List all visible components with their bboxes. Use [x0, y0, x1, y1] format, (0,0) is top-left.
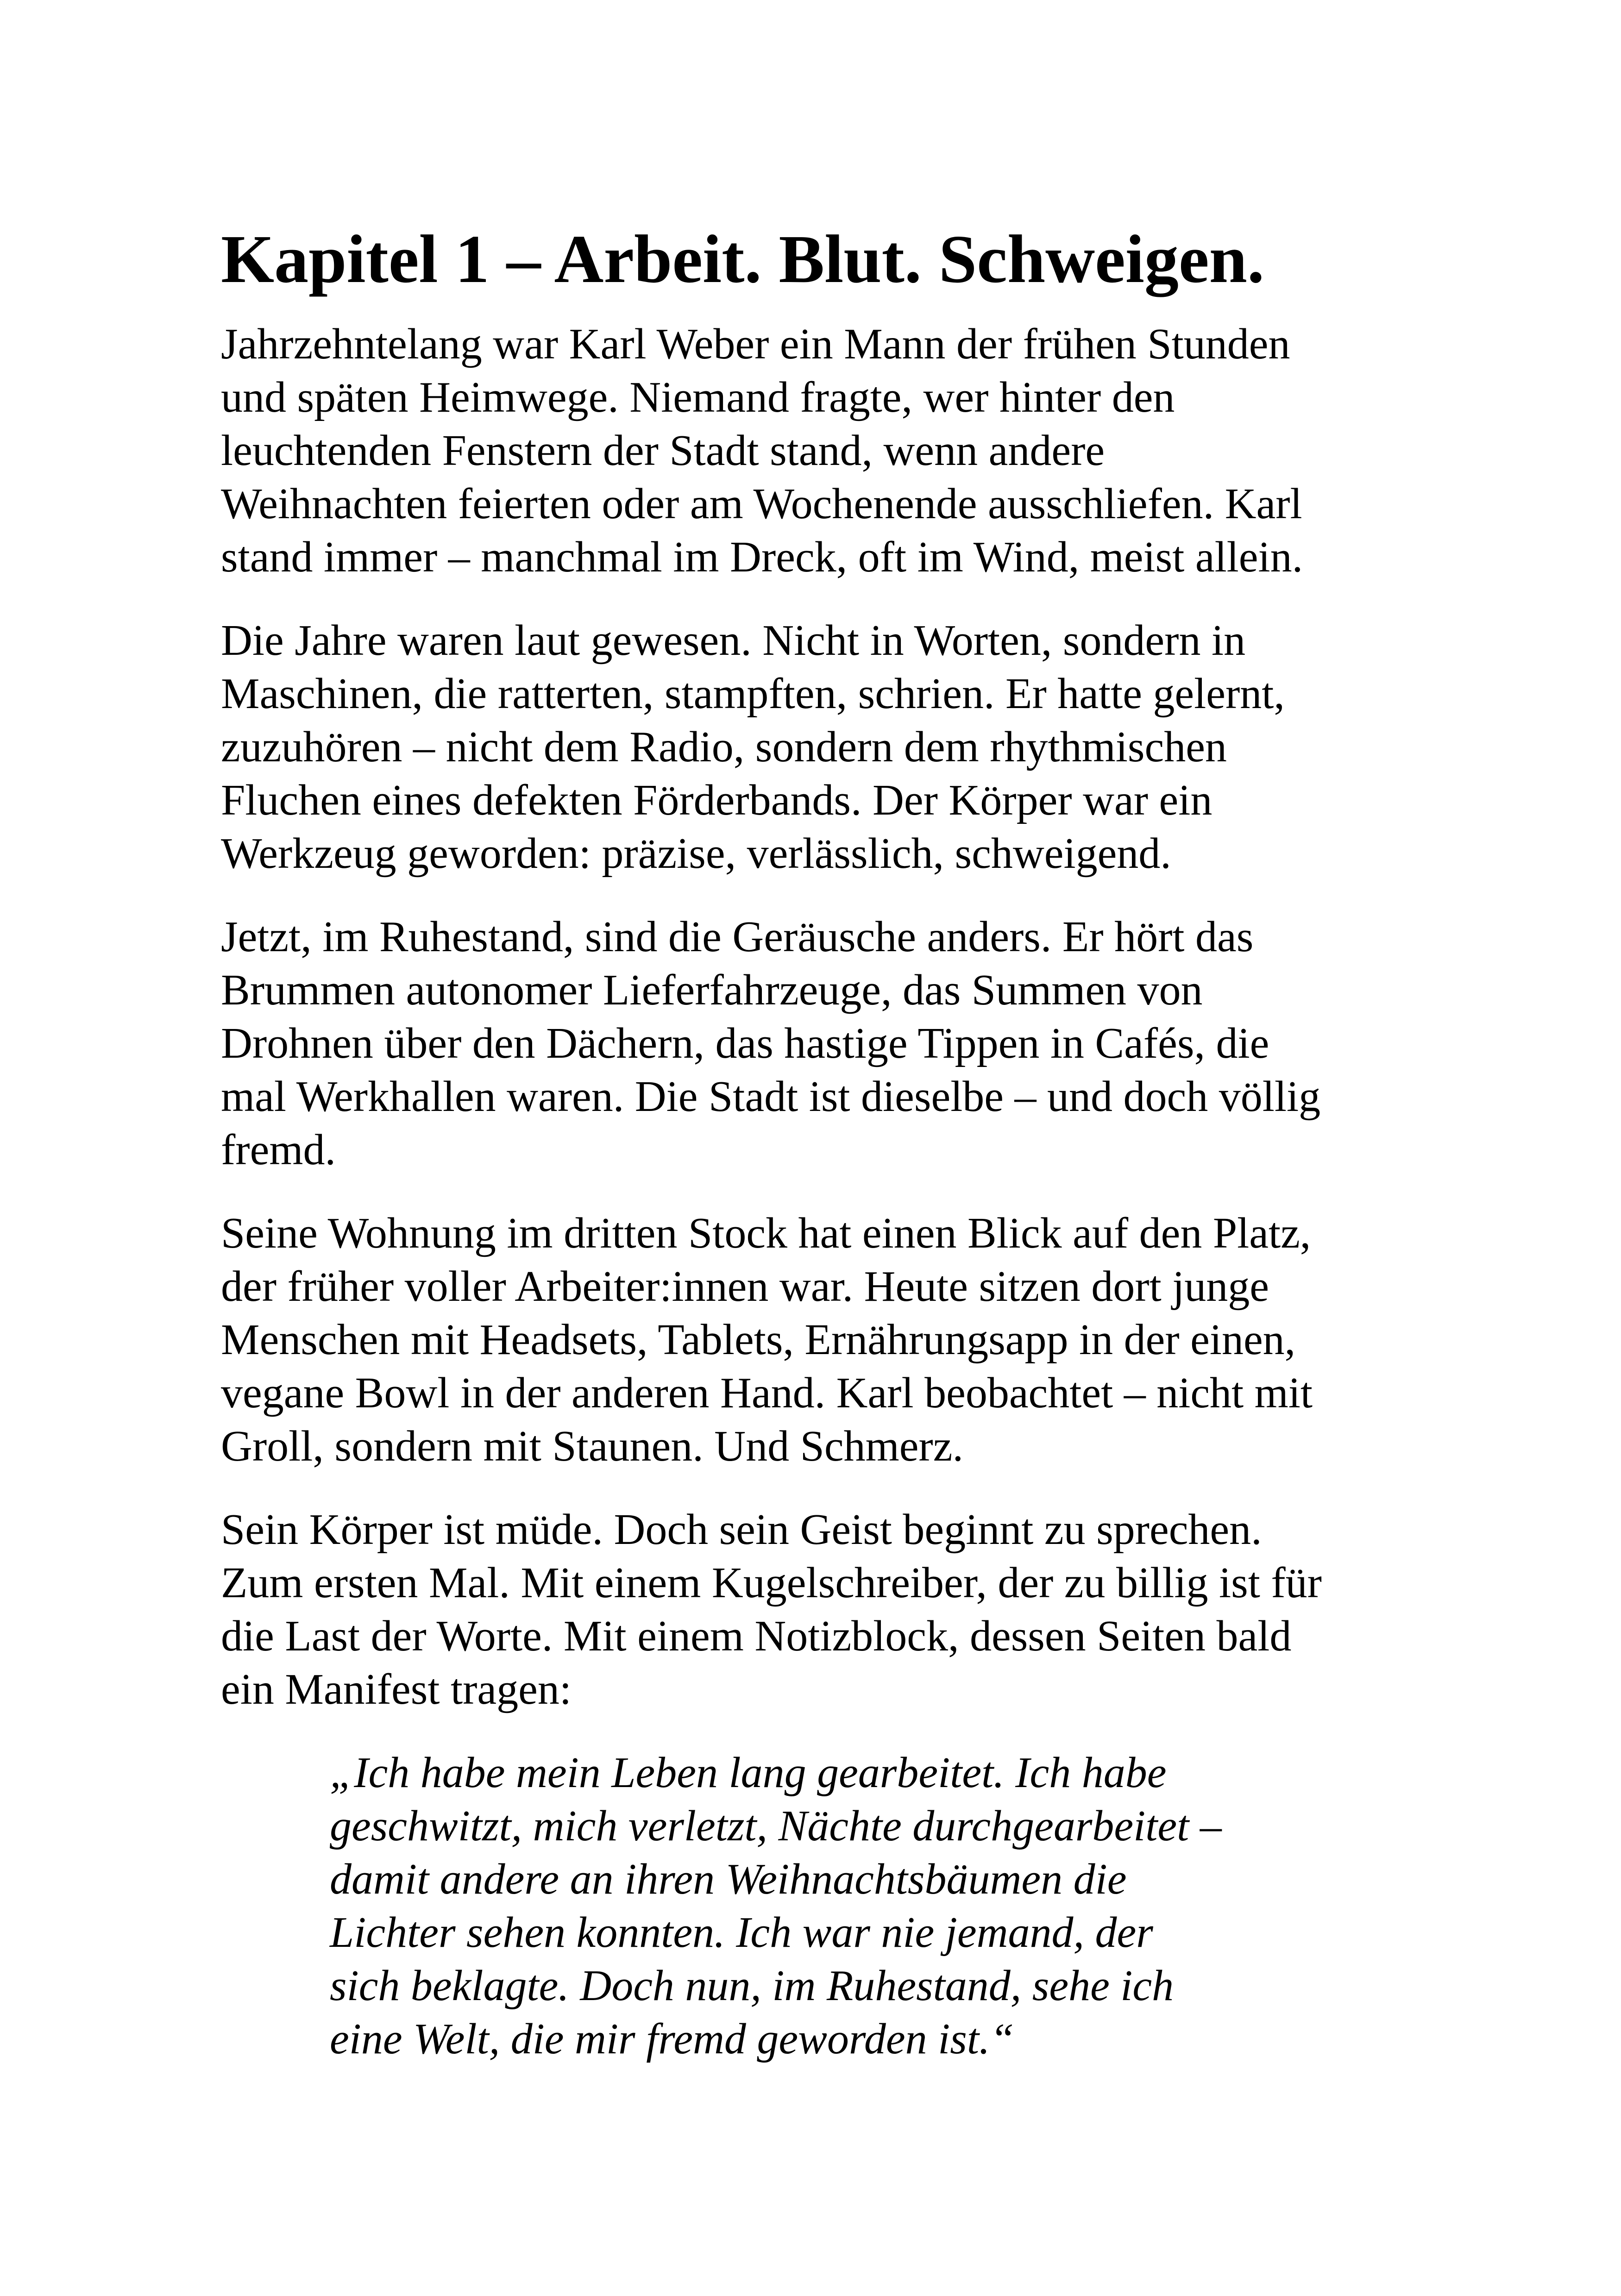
- paragraph-line: leuchtenden Fenstern der Stadt stand, wenn andere: [221, 427, 1105, 475]
- paragraph-line: Maschinen, die ratterten, stampften, schrien. Er hatte gelernt,: [221, 670, 1285, 718]
- paragraph-line: Jahrzehntelang war Karl Weber ein Mann der frühen Stunden: [221, 320, 1290, 368]
- quote-line: geschwitzt, mich verletzt, Nächte durchgearbeitet –: [330, 1802, 1222, 1850]
- quote-line: damit andere an ihren Weihnachtsbäumen die: [330, 1855, 1127, 1903]
- paragraph-5: [221, 1503, 1434, 1716]
- quote-line: Lichter sehen konnten. Ich war nie jemand, der: [330, 1908, 1153, 1957]
- quote-line: „Ich habe mein Leben lang gearbeitet. Ich habe: [330, 1749, 1167, 1797]
- quote-line: eine Welt, die mir fremd geworden ist.“: [330, 2015, 1014, 2063]
- paragraph-line: Groll, sondern mit Staunen. Und Schmerz.: [221, 1422, 963, 1470]
- paragraph-line: Zum ersten Mal. Mit einem Kugelschreiber, der zu billig ist für: [221, 1559, 1322, 1607]
- paragraph-2: [221, 614, 1434, 880]
- manifest-quote: [330, 1746, 1434, 2066]
- paragraph-line: Die Jahre waren laut gewesen. Nicht in Worten, sondern in: [221, 616, 1246, 665]
- paragraph-line: und späten Heimwege. Niemand fragte, wer hinter den: [221, 373, 1175, 421]
- paragraph-line: Weihnachten feierten oder am Wochenende ausschliefen. Karl: [221, 480, 1302, 528]
- paragraph-line: Werkzeug geworden: präzise, verlässlich, schweigend.: [221, 829, 1171, 878]
- paragraph-line: Sein Körper ist müde. Doch sein Geist beginnt zu sprechen.: [221, 1506, 1262, 1554]
- paragraph-4: [221, 1207, 1434, 1473]
- paragraph-line: fremd.: [221, 1126, 336, 1174]
- paragraph-line: der früher voller Arbeiter:innen war. Heute sitzen dort junge: [221, 1262, 1269, 1311]
- paragraph-line: Menschen mit Headsets, Tablets, Ernährungsapp in der einen,: [221, 1316, 1296, 1364]
- paragraph-line: Seine Wohnung im dritten Stock hat einen Blick auf den Platz,: [221, 1209, 1311, 1257]
- paragraph-line: zuzuhören – nicht dem Radio, sondern dem rhythmischen: [221, 723, 1227, 771]
- paragraph-line: ein Manifest tragen:: [221, 1665, 572, 1713]
- paragraph-line: die Last der Worte. Mit einem Notizblock, dessen Seiten bald: [221, 1612, 1292, 1660]
- paragraph-line: vegane Bowl in der anderen Hand. Karl beobachtet – nicht mit: [221, 1369, 1313, 1417]
- paragraph-3: [221, 910, 1434, 1177]
- paragraph-line: mal Werkhallen waren. Die Stadt ist dieselbe – und doch völlig: [221, 1073, 1321, 1121]
- chapter-title: Kapitel 1 – Arbeit. Blut. Schweigen.: [221, 221, 1264, 297]
- paragraph-line: Fluchen eines defekten Förderbands. Der Körper war ein: [221, 776, 1213, 824]
- quote-line: sich beklagte. Doch nun, im Ruhestand, sehe ich: [330, 1962, 1174, 2010]
- page-content: [221, 222, 1434, 2066]
- paragraph-line: Brummen autonomer Lieferfahrzeuge, das Summen von: [221, 966, 1203, 1014]
- paragraph-1: [221, 318, 1434, 584]
- paragraph-line: Drohnen über den Dächern, das hastige Tippen in Cafés, die: [221, 1019, 1269, 1067]
- paragraph-line: stand immer – manchmal im Dreck, oft im Wind, meist allein.: [221, 533, 1303, 581]
- paragraph-line: Jetzt, im Ruhestand, sind die Geräusche anders. Er hört das: [221, 913, 1254, 961]
